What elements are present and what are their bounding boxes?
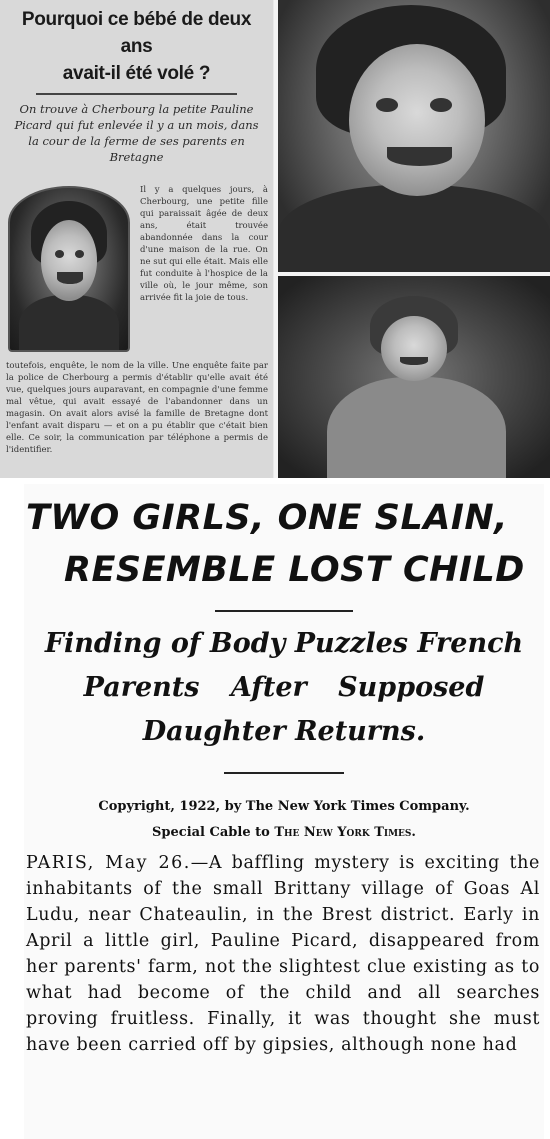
french-newspaper-clipping: [0, 0, 273, 478]
nyt-deck: [24, 622, 544, 754]
child-portrait-small: [8, 186, 130, 352]
photo-collage: [0, 0, 550, 478]
nyt-deck-line1: Finding of Body Puzzles French: [44, 628, 524, 659]
cable-credit: [24, 820, 544, 846]
eye-shape: [430, 98, 452, 112]
french-body-paragraph: toutefois, enquête, le nom de la ville. Une enquête faite par la police de Cherbourg a permis d'établir qu'elle avait été vue, quelques jours auparavant, en compagnie d'une femme mal vêtue, qui avait essayé de l'abandonner dans un magasin. On avait alors avisé la famille de Bretagne dont l'enfant avait disparu — et on a pu établir que c'était bien elle.: [6, 361, 268, 443]
nyt-headline-line1: TWO GIRLS, ONE SLAIN,: [26, 498, 508, 538]
french-headline-line1: Pourquoi ce bébé de deux ans: [21, 9, 252, 57]
french-headline-line2: avait-il été volé ?: [62, 63, 211, 84]
face-shape: [41, 220, 98, 301]
deck-divider: [224, 772, 344, 774]
eye-shape: [55, 250, 64, 258]
nyt-article-clipping: [24, 484, 544, 1139]
french-footer-paragraph: Ce soir, la communication par téléphone a permis de l'identifier.: [6, 433, 268, 455]
coat-shape: [19, 295, 118, 352]
article-body: [26, 850, 540, 1058]
cape-shape: [327, 377, 507, 478]
mouth-shape: [400, 357, 427, 365]
nyt-deck-line2: Parents After Supposed: [83, 672, 485, 703]
nyt-deck-line3: Daughter Returns.: [142, 716, 426, 747]
mouth-shape: [387, 147, 452, 166]
cable-paper: The New York Times.: [274, 825, 416, 840]
mouth-shape: [57, 272, 83, 283]
eye-shape: [75, 250, 84, 258]
french-headline: [4, 6, 269, 87]
face-shape: [349, 44, 485, 196]
cable-prefix: Special Cable to: [152, 825, 270, 840]
french-body-text: [6, 360, 268, 472]
nyt-headline-line2: RESEMBLE LOST CHILD: [64, 550, 525, 590]
child-portrait-closeup: [278, 0, 550, 272]
coat-shape: [278, 185, 550, 272]
face-shape: [381, 316, 446, 381]
eye-shape: [376, 98, 398, 112]
article-paragraph: —A baffling mystery is exciting the inhabitants of the small Brittany village of Goas Al Ludu, near Chateaulin, in the Brest district. Early in April a little girl, Pauline Picard, disappeared from her parents' farm, not the slightest clue existing as to what had become of the child and all searches proving fruitless. Finally, it was thought she must have been carried off by gipsies, although none had: [26, 853, 540, 1055]
copyright-line: Copyright, 1922, by The New York Times Company.: [98, 799, 470, 814]
french-divider: [36, 93, 237, 95]
french-deck: On trouve à Cherbourg la petite Pauline Picard qui fut enlevée il y a un mois, dans la cour de la ferme de ses parents en Bretagne: [14, 102, 259, 164]
french-column-text: Il y a quelques jours, à Cherbourg, une petite fille qui paraissait âgée de deux ans, était trouvée abandonnée dans la cour d'une maison de la rue. On ne sut qui elle était. Mais elle fut conduite à l'hospice de la ville où, le jour même, son arrivée fit la joie de tous.: [140, 185, 268, 303]
dateline: PARIS, May 26.: [26, 853, 191, 873]
child-portrait-seated: [278, 276, 550, 478]
headline-divider: [215, 610, 353, 612]
